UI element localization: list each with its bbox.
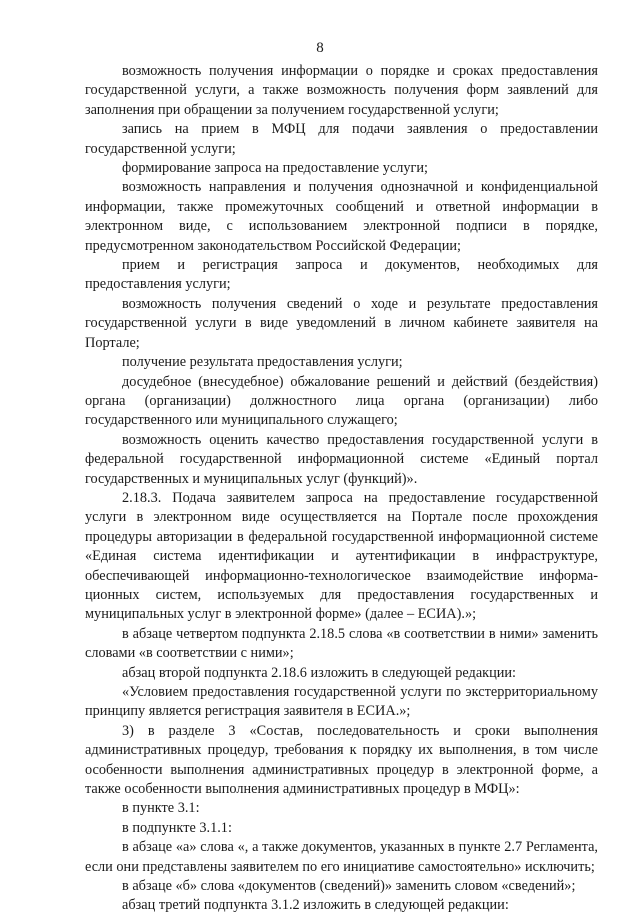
paragraph: в пункте 3.1: bbox=[122, 800, 200, 817]
paragraph: формирование запроса на предоставление услуги; bbox=[122, 160, 428, 177]
paragraph: в абзаце четвертом подпункта 2.18.5 слова «в соответствии в ними» заменить словами «в соответствии с ними»; bbox=[85, 625, 598, 662]
paragraph: возможность оценить качество предоставления государственной услуги в федеральной государственной информационной системе «Единый портал государственных и муниципальных услуг (функций)». bbox=[85, 431, 598, 487]
paragraph: получение результата предоставления услуги; bbox=[122, 354, 403, 371]
paragraph: запись на прием в МФЦ для подачи заявления о предоставлении государственной услуги; bbox=[85, 121, 598, 157]
page-number: 8 bbox=[316, 40, 324, 56]
paragraph: 2.18.3. Подача заявителем запроса на предоставление государственной услуги в электронном виде осуществляется на Портале после прохождения процедуры авторизации в федеральной государственной информационной системе «Единая система идентификации и аутентификации в инфраструктуре, обеспечивающей информационно-технологическое взаимодействие информационных систем, используемых для предоставления государственных и муниципальных услуг в электронной форме» (далее – ЕСИА).»; bbox=[85, 489, 598, 623]
paragraph: абзац второй подпункта 2.18.6 изложить в следующей редакции: bbox=[122, 664, 517, 681]
paragraph: прием и регистрация запроса и документов, необходимых для предоставления услуги; bbox=[85, 257, 598, 293]
paragraph: в подпункте 3.1.1: bbox=[122, 819, 232, 836]
paragraph: в абзаце «б» слова «документов (сведений)» заменить словом «сведений»; bbox=[122, 878, 576, 895]
document-body bbox=[85, 62, 598, 916]
paragraph: абзац третий подпункта 3.1.2 изложить в следующей редакции: bbox=[122, 897, 509, 914]
paragraph: возможность получения информации о порядке и сроках предоставления государственной услуги, а также возможность получения форм заявлений для заполнения при обращении за получением государственной услуги; bbox=[85, 63, 598, 118]
paragraph: досудебное (внесудебное) обжалование решений и действий (бездействия) органа (организации) должностного лица органа (организации) либо государственного или муниципального служащего; bbox=[85, 373, 598, 429]
paragraph: возможность получения сведений о ходе и результате предоставления государственной услуги в виде уведомлений в личном кабинете заявителя на Портале; bbox=[85, 295, 598, 351]
paragraph: возможность направления и получения однозначной и конфиденциальной информации, также промежуточных сообщений и ответной информации в электронном виде, с использованием электронной подписи в порядке, предусмотренном законодательством Российской Федерации; bbox=[85, 179, 598, 254]
paragraph: 3) в разделе 3 «Состав, последовательность и сроки выполнения административных процедур, требования к порядку их выполнения, в том числе особенности выполнения административных процедур в электронной форме, а также особенности выполнения административных процедур в МФЦ»: bbox=[85, 722, 598, 798]
paragraph: в абзаце «а» слова «, а также документов, указанных в пункте 2.7 Регламента, если они представлены заявителем по его инициативе самостоятельно» исключить; bbox=[85, 839, 598, 875]
paragraph: «Условием предоставления государственной услуги по экстерриториальному принципу является регистрация заявителя в ЕСИА.»; bbox=[85, 684, 598, 720]
